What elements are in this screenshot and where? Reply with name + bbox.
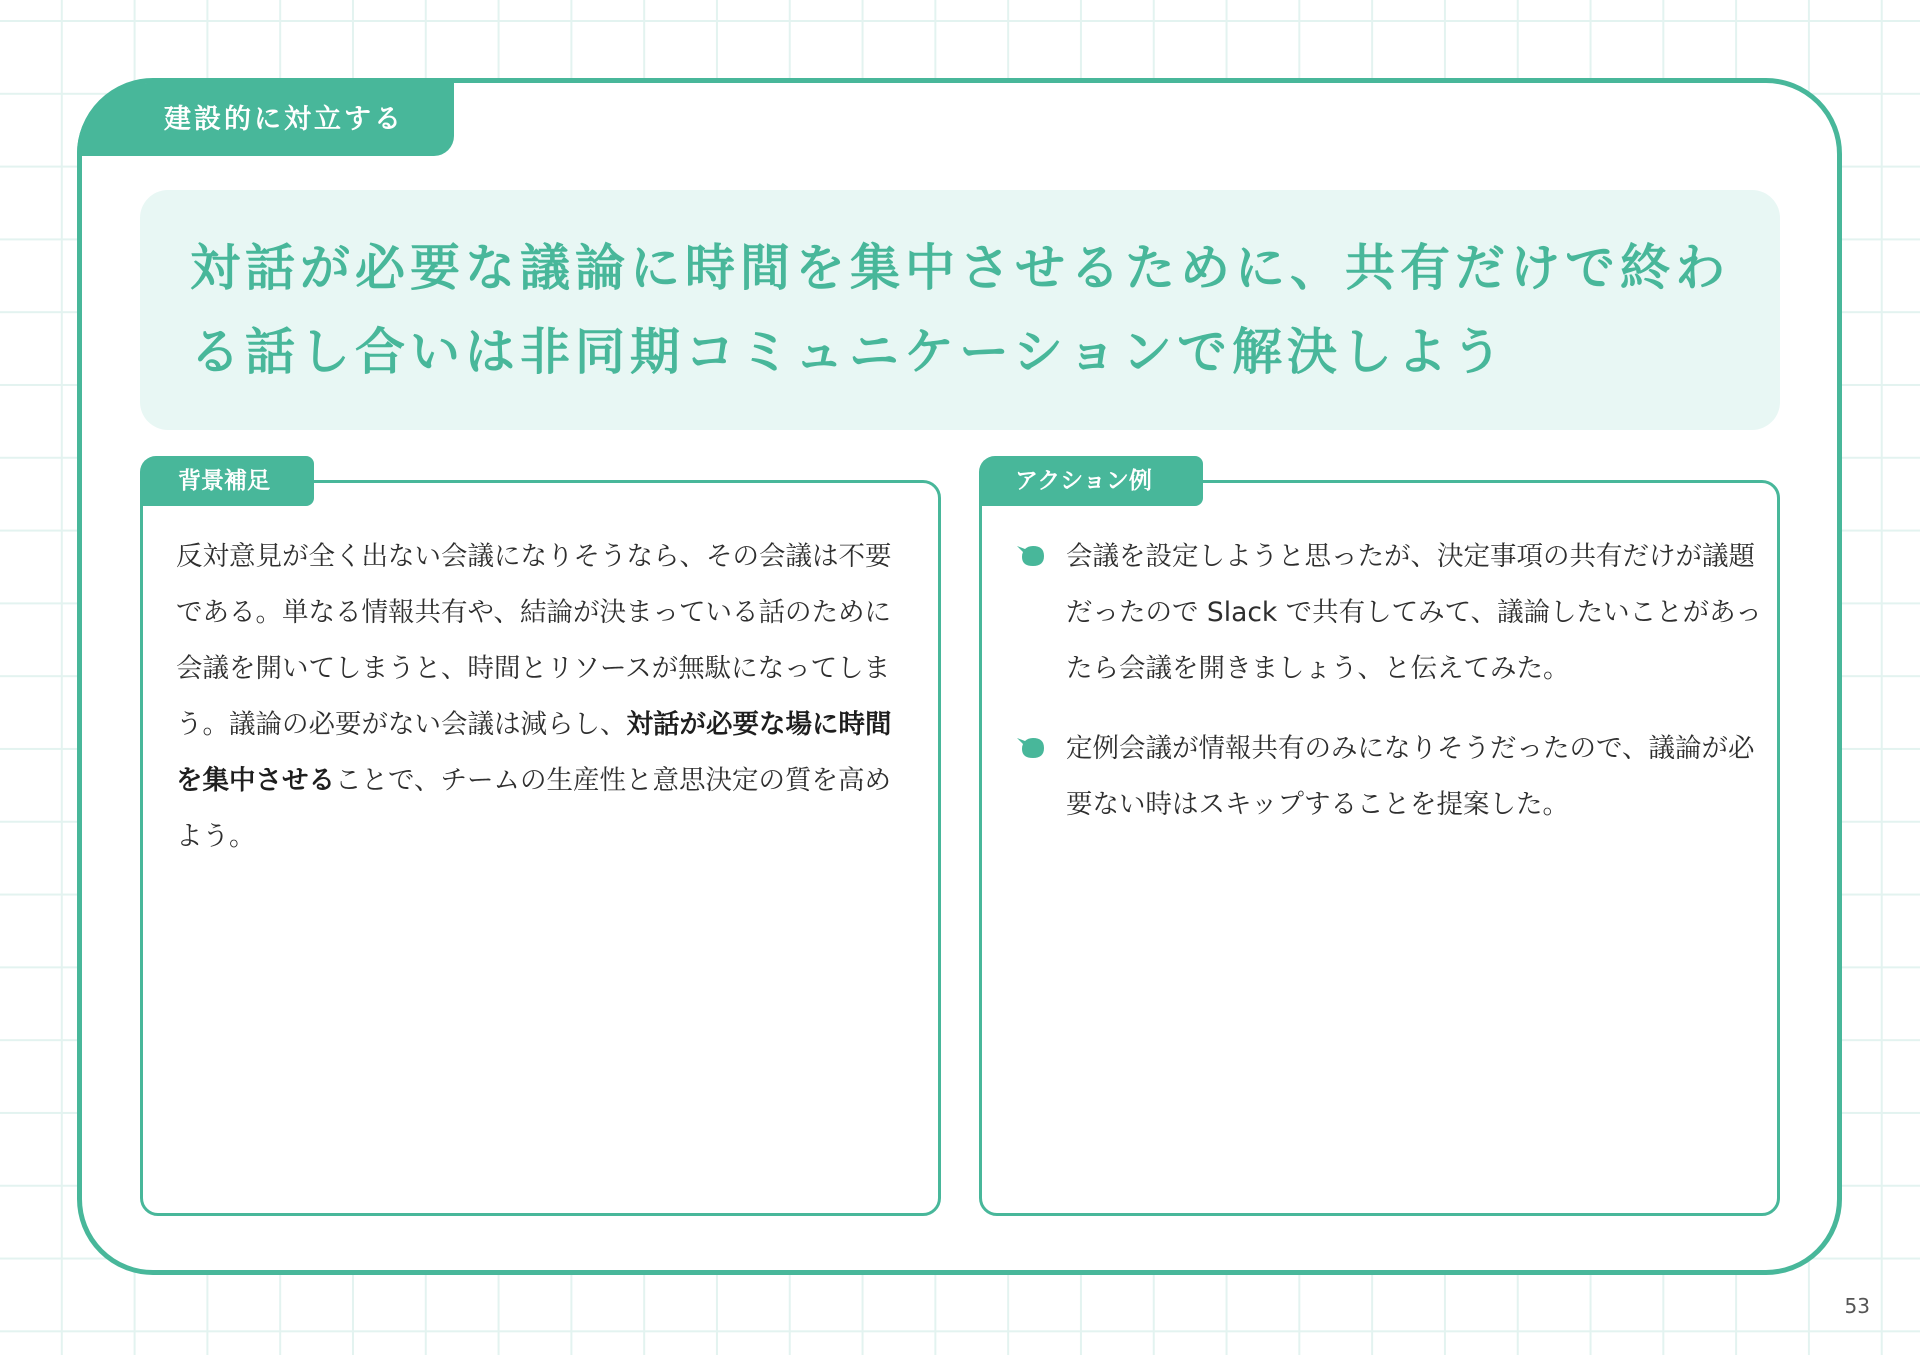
headline-line-1: 対話が必要な議論に時間を集中させるために、共有だけで終わ xyxy=(190,239,1730,297)
category-tab-label: 建設的に対立する xyxy=(164,104,404,135)
background-text-emphasis: 対話が必要な場に時間を集中させる xyxy=(176,709,892,796)
background-panel-tab-label: 背景補足 xyxy=(178,468,270,494)
action-item xyxy=(1012,529,1772,697)
action-item-text: 定例会議が情報共有のみになりそうだったので、議論が必要ない時はスキップすることを提案した。 xyxy=(1066,733,1755,820)
background-text-part-1: 反対意見が全く出ない会議になりそうなら、その会議は不要である。単なる情報共有や、結論が決まっている話のために会議を開いてしまうと、時間とリソースが無駄になってしまう。議論の必要がない会議は減らし、 xyxy=(176,541,892,740)
speech-bubble-icon xyxy=(1016,735,1046,761)
page-number: 53 xyxy=(1844,1294,1870,1318)
action-panel-tab-label: アクション例 xyxy=(1015,468,1152,494)
speech-bubble-icon xyxy=(1016,543,1046,569)
headline-box xyxy=(140,190,1780,430)
background-text-part-2: ことで、チームの生産性と意思決定の質を高めよう。 xyxy=(176,765,891,852)
headline xyxy=(190,226,1730,394)
background-text xyxy=(176,529,916,865)
action-item xyxy=(1012,721,1772,833)
action-item-text: 会議を設定しようと思ったが、決定事項の共有だけが議題だったので Slack で共有してみて、議論したいことがあったら会議を開きましょう、と伝えてみた。 xyxy=(1066,541,1762,684)
action-panel-tab xyxy=(979,456,1203,506)
action-list xyxy=(1012,529,1772,857)
headline-line-2: る話し合いは非同期コミュニケーションで解決しよう xyxy=(190,323,1507,381)
category-tab xyxy=(77,83,454,156)
background-panel-tab xyxy=(140,456,314,506)
